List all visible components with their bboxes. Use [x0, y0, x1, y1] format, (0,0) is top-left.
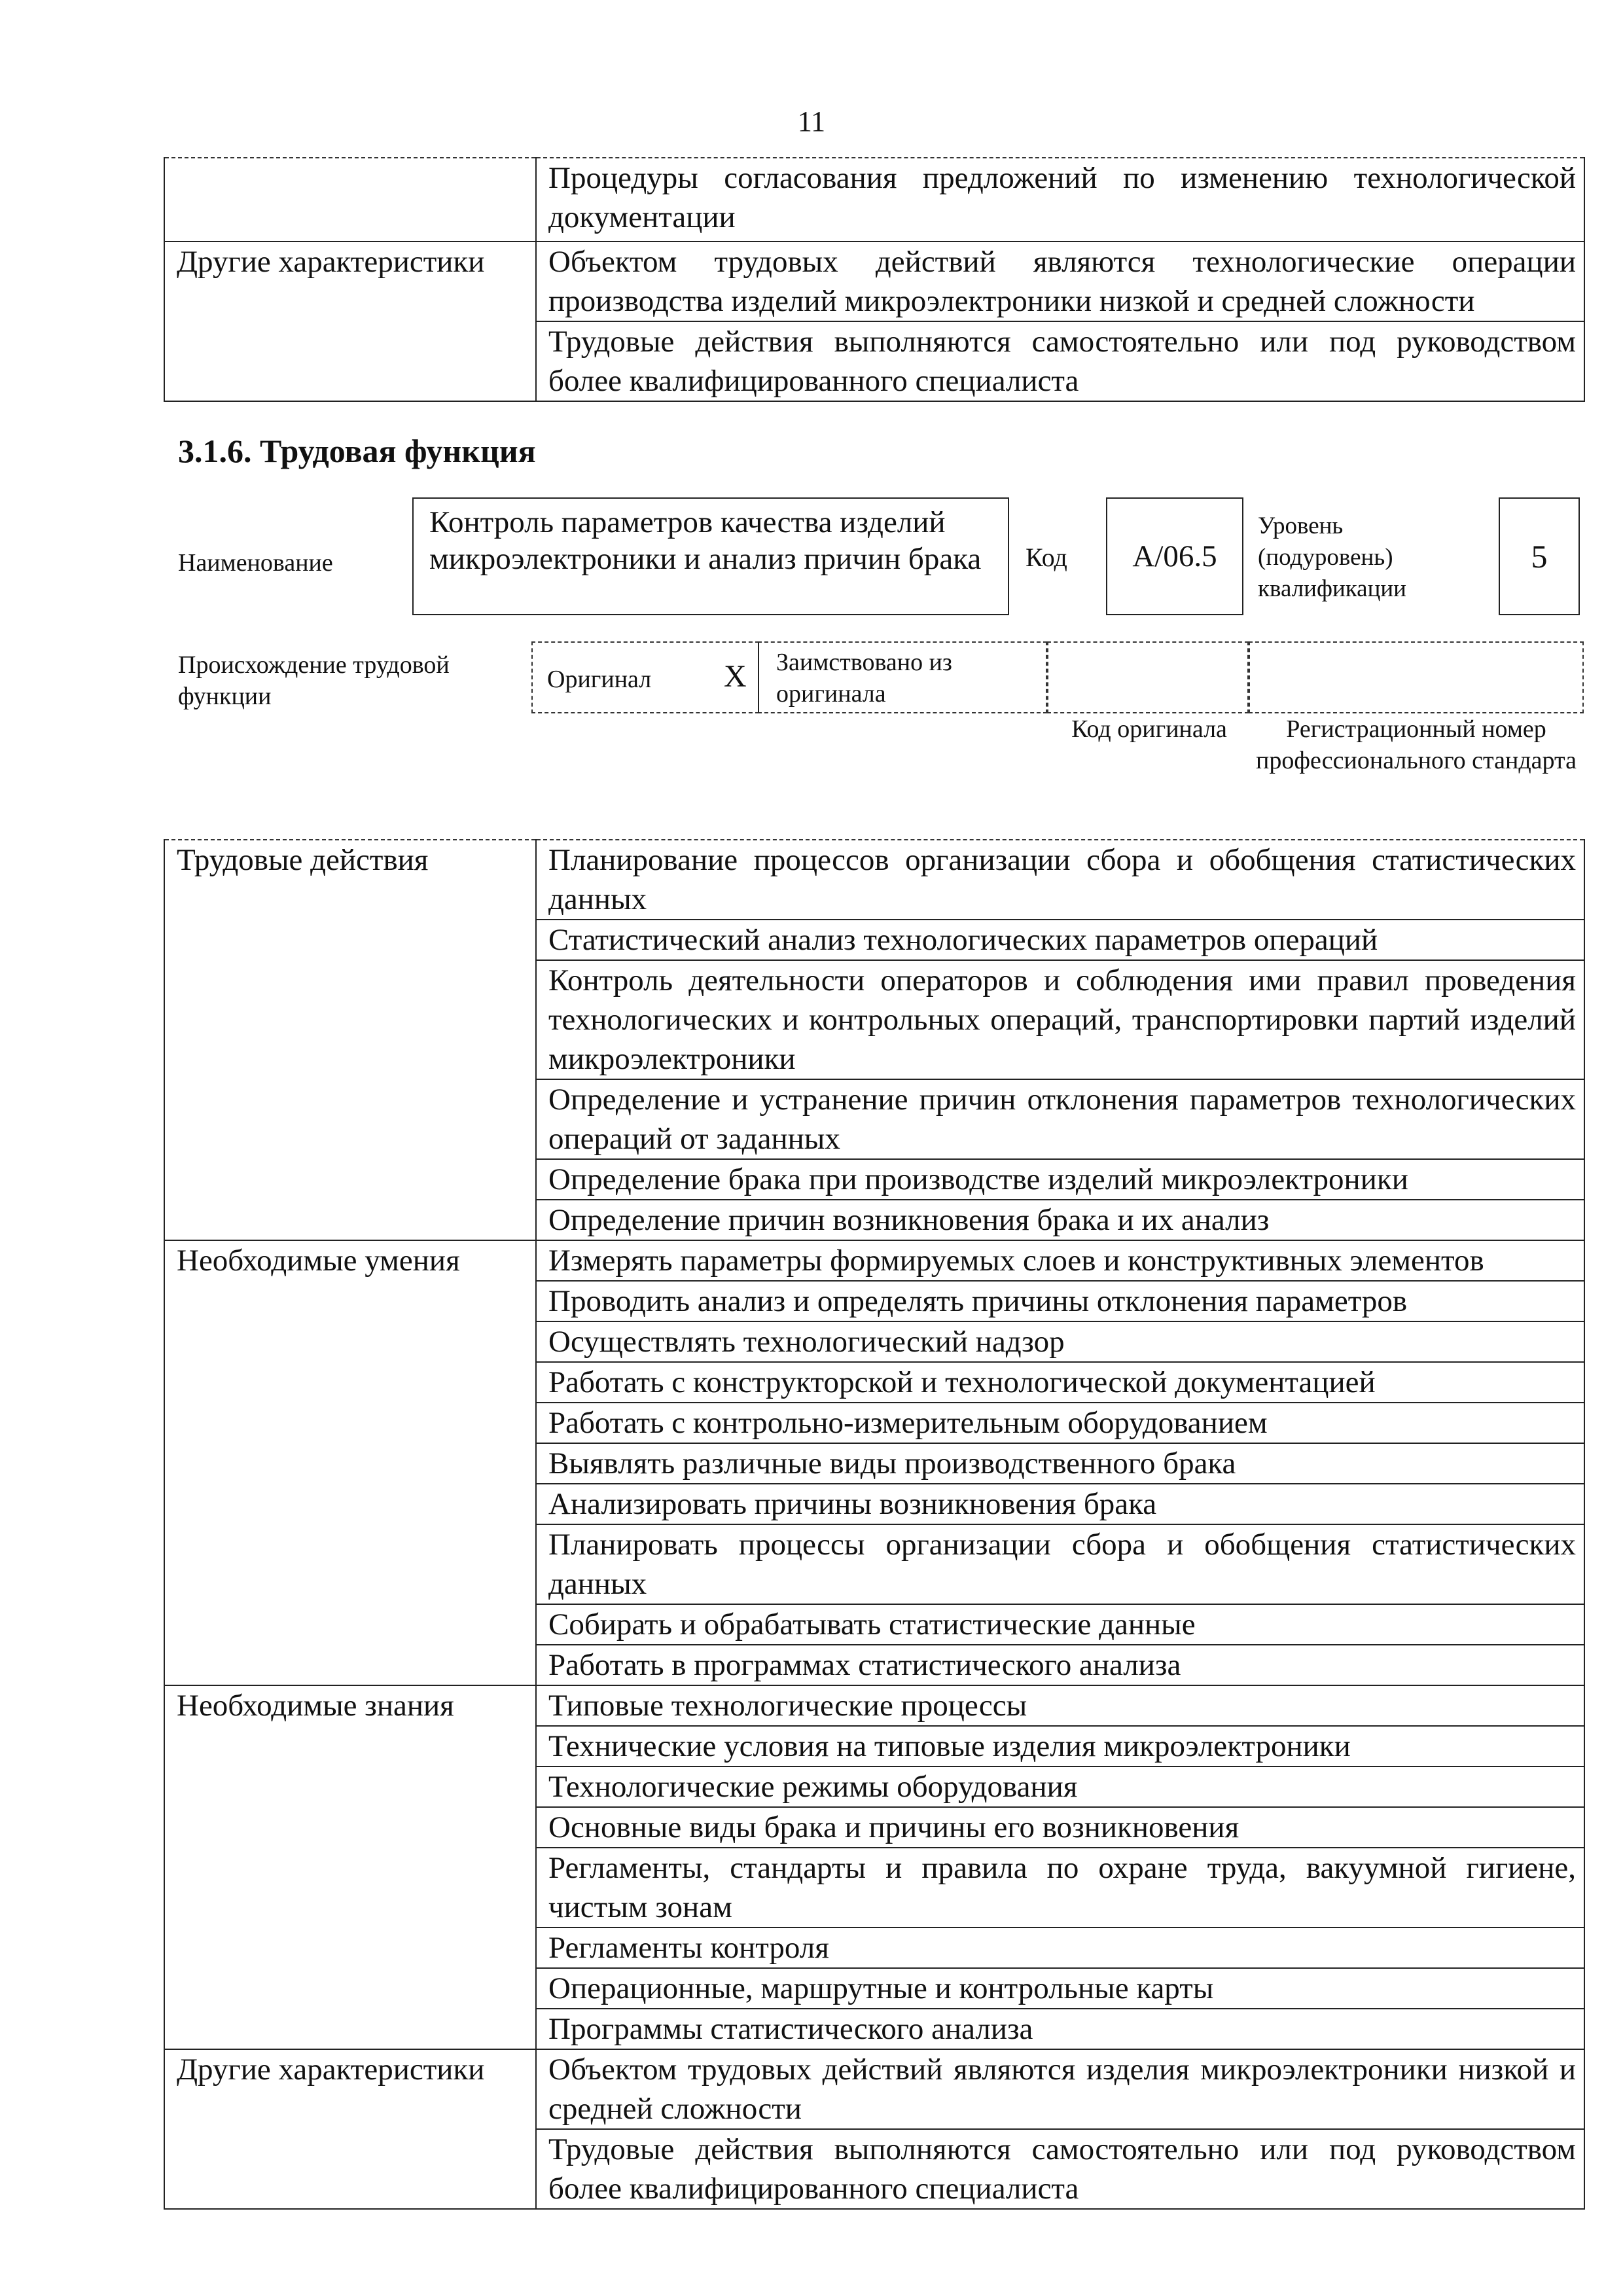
level-label: Уровень (подуровень) квалификации	[1258, 512, 1406, 602]
list-item: Выявлять различные виды производственного брака	[536, 1443, 1584, 1484]
list-item: Планирование процессов организации сбора и обобщения статистических данных	[536, 840, 1584, 920]
row-label-other: Другие характеристики	[164, 2049, 536, 2209]
row-label-knowledge: Необходимые знания	[164, 1685, 536, 2049]
original-mark: X	[724, 659, 747, 694]
code-value-box	[1106, 497, 1243, 615]
original-label: Оригинал	[547, 666, 652, 693]
list-item: Работать с контрольно-измерительным оборудованием	[536, 1403, 1584, 1443]
row-label: Другие характеристики	[164, 242, 536, 401]
page-number: 11	[797, 105, 826, 137]
reg-number-box	[1249, 641, 1584, 713]
list-item: Объектом трудовых действий являются изделия микроэлектроники низкой и средней сложности	[536, 2049, 1584, 2129]
function-name: Контроль параметров качества изделий микроэлектроники и анализ причин брака	[429, 505, 982, 576]
list-item: Работать с конструкторской и технологической документацией	[536, 1362, 1584, 1403]
cell-value: Процедуры согласования предложений по изменению технологической документации	[536, 158, 1584, 242]
list-item: Планировать процессы организации сбора и обобщения статистических данных	[536, 1524, 1584, 1604]
list-item: Технологические режимы оборудования	[536, 1767, 1584, 1807]
list-item: Измерять параметры формируемых слоев и конструктивных элементов	[536, 1240, 1584, 1281]
level-value-box	[1499, 497, 1580, 615]
table-row	[164, 840, 1584, 920]
row-label-labor-actions: Трудовые действия	[164, 840, 536, 1240]
list-item: Определение брака при производстве изделий микроэлектроники	[536, 1159, 1584, 1200]
list-item: Собирать и обрабатывать статистические данные	[536, 1604, 1584, 1645]
code-value: A/06.5	[1132, 539, 1217, 573]
list-item: Регламенты, стандарты и правила по охране труда, вакуумной гигиене, чистым зонам	[536, 1848, 1584, 1928]
name-value-box	[412, 497, 1009, 615]
table-row	[164, 158, 1584, 242]
name-label: Наименование	[178, 549, 333, 577]
table-row	[164, 1685, 1584, 1726]
cell-value: Объектом трудовых действий являются технологические операции производства изделий микроэлектроники низкой и средней сложности	[536, 242, 1584, 321]
list-item: Определение и устранение причин отклонения параметров технологических операций от заданных	[536, 1079, 1584, 1159]
code-original-caption: Код оригинала	[1071, 715, 1227, 743]
list-item: Статистический анализ технологических параметров операций	[536, 920, 1584, 960]
table-row	[164, 2049, 1584, 2129]
list-item: Операционные, маршрутные и контрольные карты	[536, 1968, 1584, 2009]
row-label	[164, 158, 536, 242]
list-item: Регламенты контроля	[536, 1928, 1584, 1968]
borrowed-label: Заимствовано из оригинала	[776, 649, 952, 708]
top-table	[164, 157, 1585, 402]
list-item: Анализировать причины возникновения брака	[536, 1484, 1584, 1524]
origin-label: Происхождение трудовой функции	[178, 651, 450, 710]
list-item: Проводить анализ и определять причины отклонения параметров	[536, 1281, 1584, 1321]
list-item: Основные виды брака и причины его возникновения	[536, 1807, 1584, 1848]
list-item: Определение причин возникновения брака и их анализ	[536, 1200, 1584, 1240]
borrowed-box	[758, 641, 1047, 713]
list-item: Осуществлять технологический надзор	[536, 1321, 1584, 1362]
list-item: Трудовые действия выполняются самостоятельно или под руководством более квалифицированного специалиста	[536, 2129, 1584, 2209]
reg-number-caption: Регистрационный номер профессионального стандарта	[1256, 715, 1577, 774]
original-box	[531, 641, 759, 713]
table-row	[164, 242, 1584, 321]
list-item: Работать в программах статистического анализа	[536, 1645, 1584, 1685]
level-value: 5	[1531, 538, 1548, 575]
list-item: Технические условия на типовые изделия микроэлектроники	[536, 1726, 1584, 1767]
list-item: Контроль деятельности операторов и соблюдения ими правил проведения технологических и контрольных операций, транспортировки партий изделий микроэлектроники	[536, 960, 1584, 1079]
code-label: Код	[1026, 543, 1067, 572]
list-item: Типовые технологические процессы	[536, 1685, 1584, 1726]
section-title: 3.1.6. Трудовая функция	[178, 433, 536, 469]
cell-value: Трудовые действия выполняются самостоятельно или под руководством более квалифицированного специалиста	[536, 321, 1584, 401]
row-label-skills: Необходимые умения	[164, 1240, 536, 1685]
code-original-box	[1047, 641, 1249, 713]
table-row	[164, 1240, 1584, 1281]
main-table	[164, 839, 1585, 2210]
list-item: Программы статистического анализа	[536, 2009, 1584, 2049]
